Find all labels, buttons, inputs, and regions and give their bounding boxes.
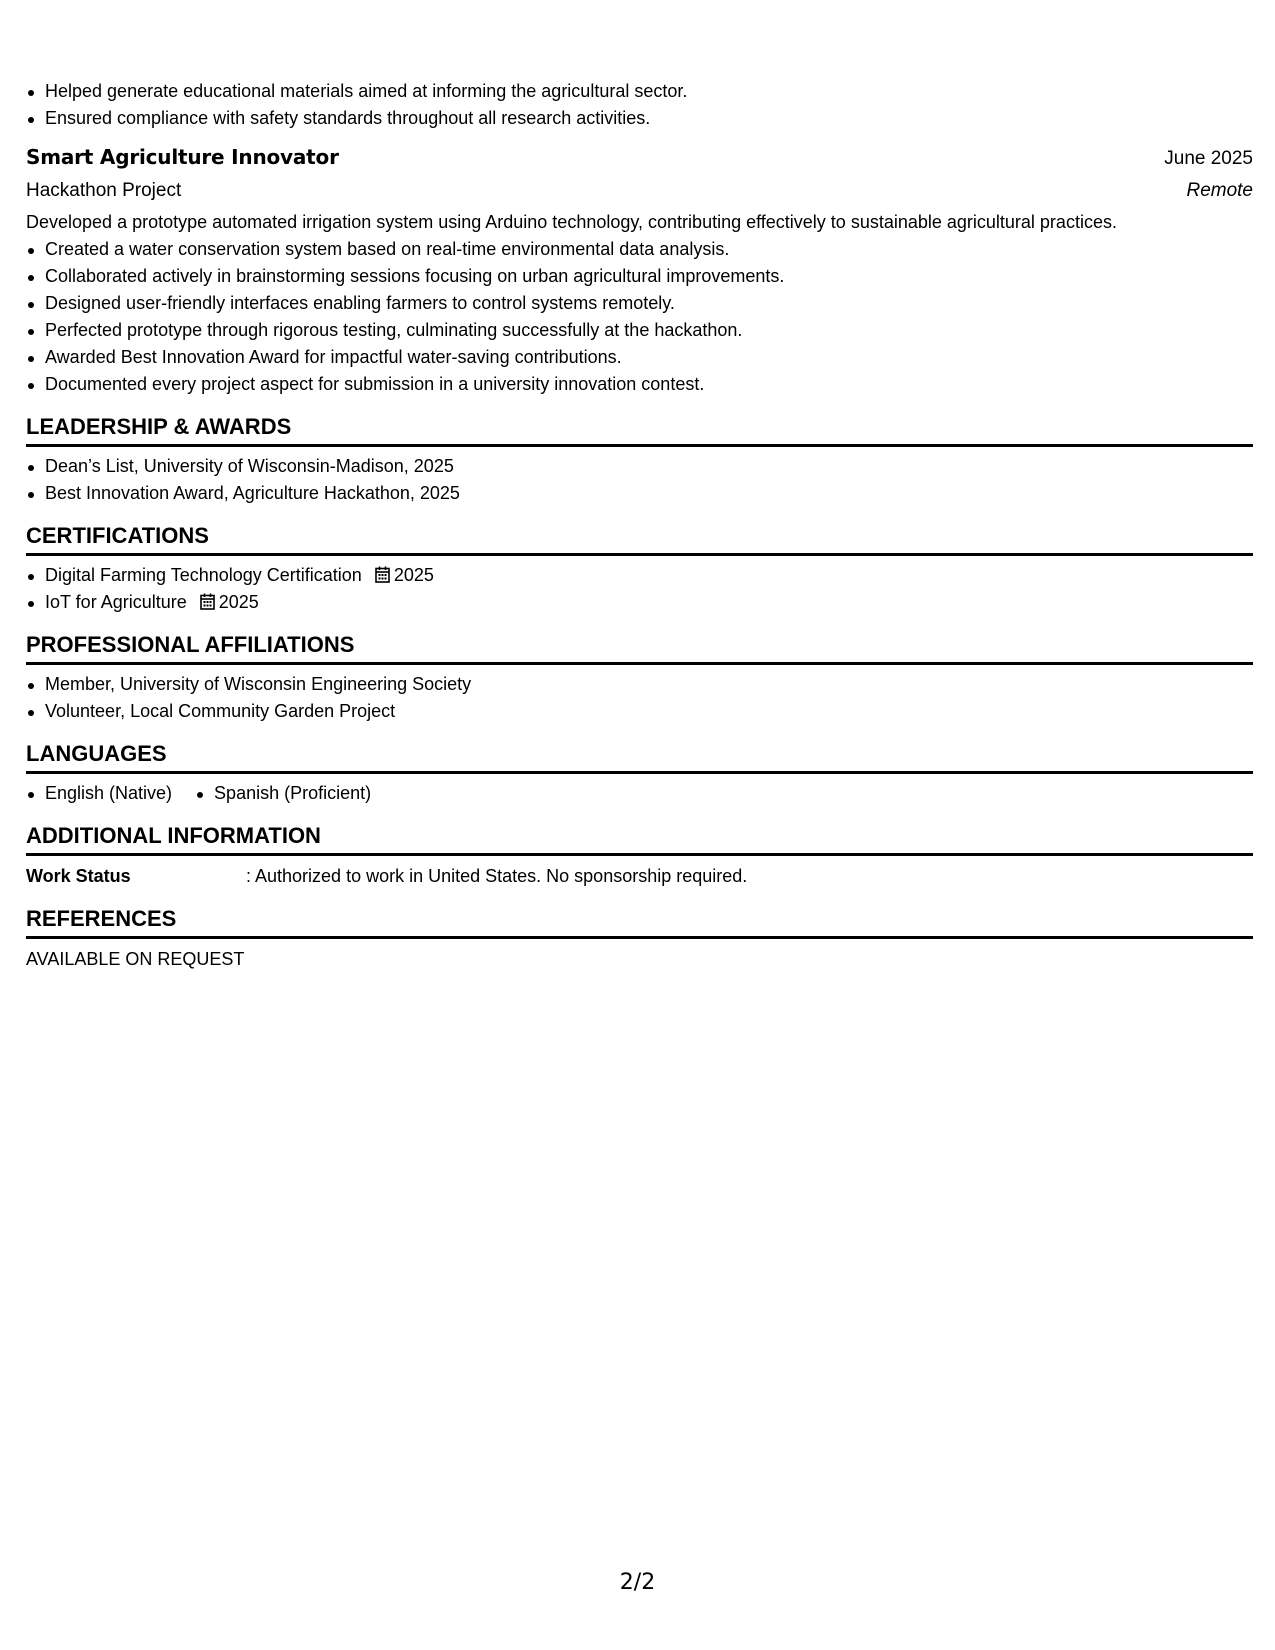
certification-name: IoT for Agriculture — [45, 592, 187, 612]
list-item: Collaborated actively in brainstorming sessions focusing on urban agricultural improvements. — [26, 263, 1253, 290]
work-status-label: Work Status — [26, 866, 131, 886]
affiliations-list — [26, 671, 1253, 725]
list-item: Created a water conservation system based on real-time environmental data analysis. — [26, 236, 1253, 263]
project-header — [26, 141, 1253, 175]
list-item: Dean’s List, University of Wisconsin-Madison, 2025 — [26, 453, 1253, 480]
certifications-list — [26, 562, 1253, 616]
project-subheader — [26, 175, 1253, 207]
list-item: Perfected prototype through rigorous testing, culminating successfully at the hackathon. — [26, 317, 1253, 344]
certification-item — [26, 589, 1253, 616]
calendar-icon — [200, 591, 215, 618]
list-item: Helped generate educational materials aimed at informing the agricultural sector. — [26, 78, 1253, 105]
list-item: Volunteer, Local Community Garden Project — [26, 698, 1253, 725]
project-organization: Hackathon Project — [26, 180, 182, 201]
section-title: REFERENCES — [26, 904, 1253, 939]
references-section — [26, 904, 1253, 973]
certification-name: Digital Farming Technology Certification — [45, 565, 362, 585]
list-item: Documented every project aspect for submission in a university innovation contest. — [26, 371, 1253, 398]
certification-item — [26, 562, 1253, 589]
research-bullets — [26, 78, 1253, 132]
project-location: Remote — [1186, 180, 1253, 201]
references-text: AVAILABLE ON REQUEST — [26, 949, 245, 969]
list-item: Awarded Best Innovation Award for impactful water-saving contributions. — [26, 344, 1253, 371]
project-title: Smart Agriculture Innovator — [26, 145, 339, 169]
list-item: Designed user-friendly interfaces enabling farmers to control systems remotely. — [26, 290, 1253, 317]
project-entry — [26, 141, 1253, 398]
list-item: English (Native) — [26, 780, 172, 807]
certifications-section — [26, 521, 1253, 616]
calendar-icon — [375, 564, 390, 591]
leadership-list — [26, 453, 1253, 507]
work-status-row — [26, 862, 1253, 890]
section-title: LANGUAGES — [26, 739, 1253, 774]
list-item: Ensured compliance with safety standards throughout all research activities. — [26, 105, 1253, 132]
list-item: Spanish (Proficient) — [195, 780, 371, 807]
project-summary: Developed a prototype automated irrigation system using Arduino technology, contributing effectively to sustainable agricultural practices. — [26, 212, 1117, 232]
list-item: Member, University of Wisconsin Engineering Society — [26, 671, 1253, 698]
languages-section — [26, 739, 1253, 807]
section-title: PROFESSIONAL AFFILIATIONS — [26, 630, 1253, 665]
certification-year: 2025 — [393, 565, 434, 585]
resume-page — [26, 78, 1253, 973]
affiliations-section — [26, 630, 1253, 725]
leadership-section — [26, 412, 1253, 507]
section-title: LEADERSHIP & AWARDS — [26, 412, 1253, 447]
section-title: CERTIFICATIONS — [26, 521, 1253, 556]
certification-year: 2025 — [218, 592, 259, 612]
page-number: 2/2 — [619, 1570, 656, 1595]
project-bullets — [26, 236, 1253, 398]
section-title: ADDITIONAL INFORMATION — [26, 821, 1253, 856]
additional-info-section — [26, 821, 1253, 890]
work-status-value: : Authorized to work in United States. No sponsorship required. — [246, 866, 748, 886]
project-date: June 2025 — [1164, 148, 1253, 169]
list-item: Best Innovation Award, Agriculture Hackathon, 2025 — [26, 480, 1253, 507]
languages-list — [26, 780, 1253, 807]
